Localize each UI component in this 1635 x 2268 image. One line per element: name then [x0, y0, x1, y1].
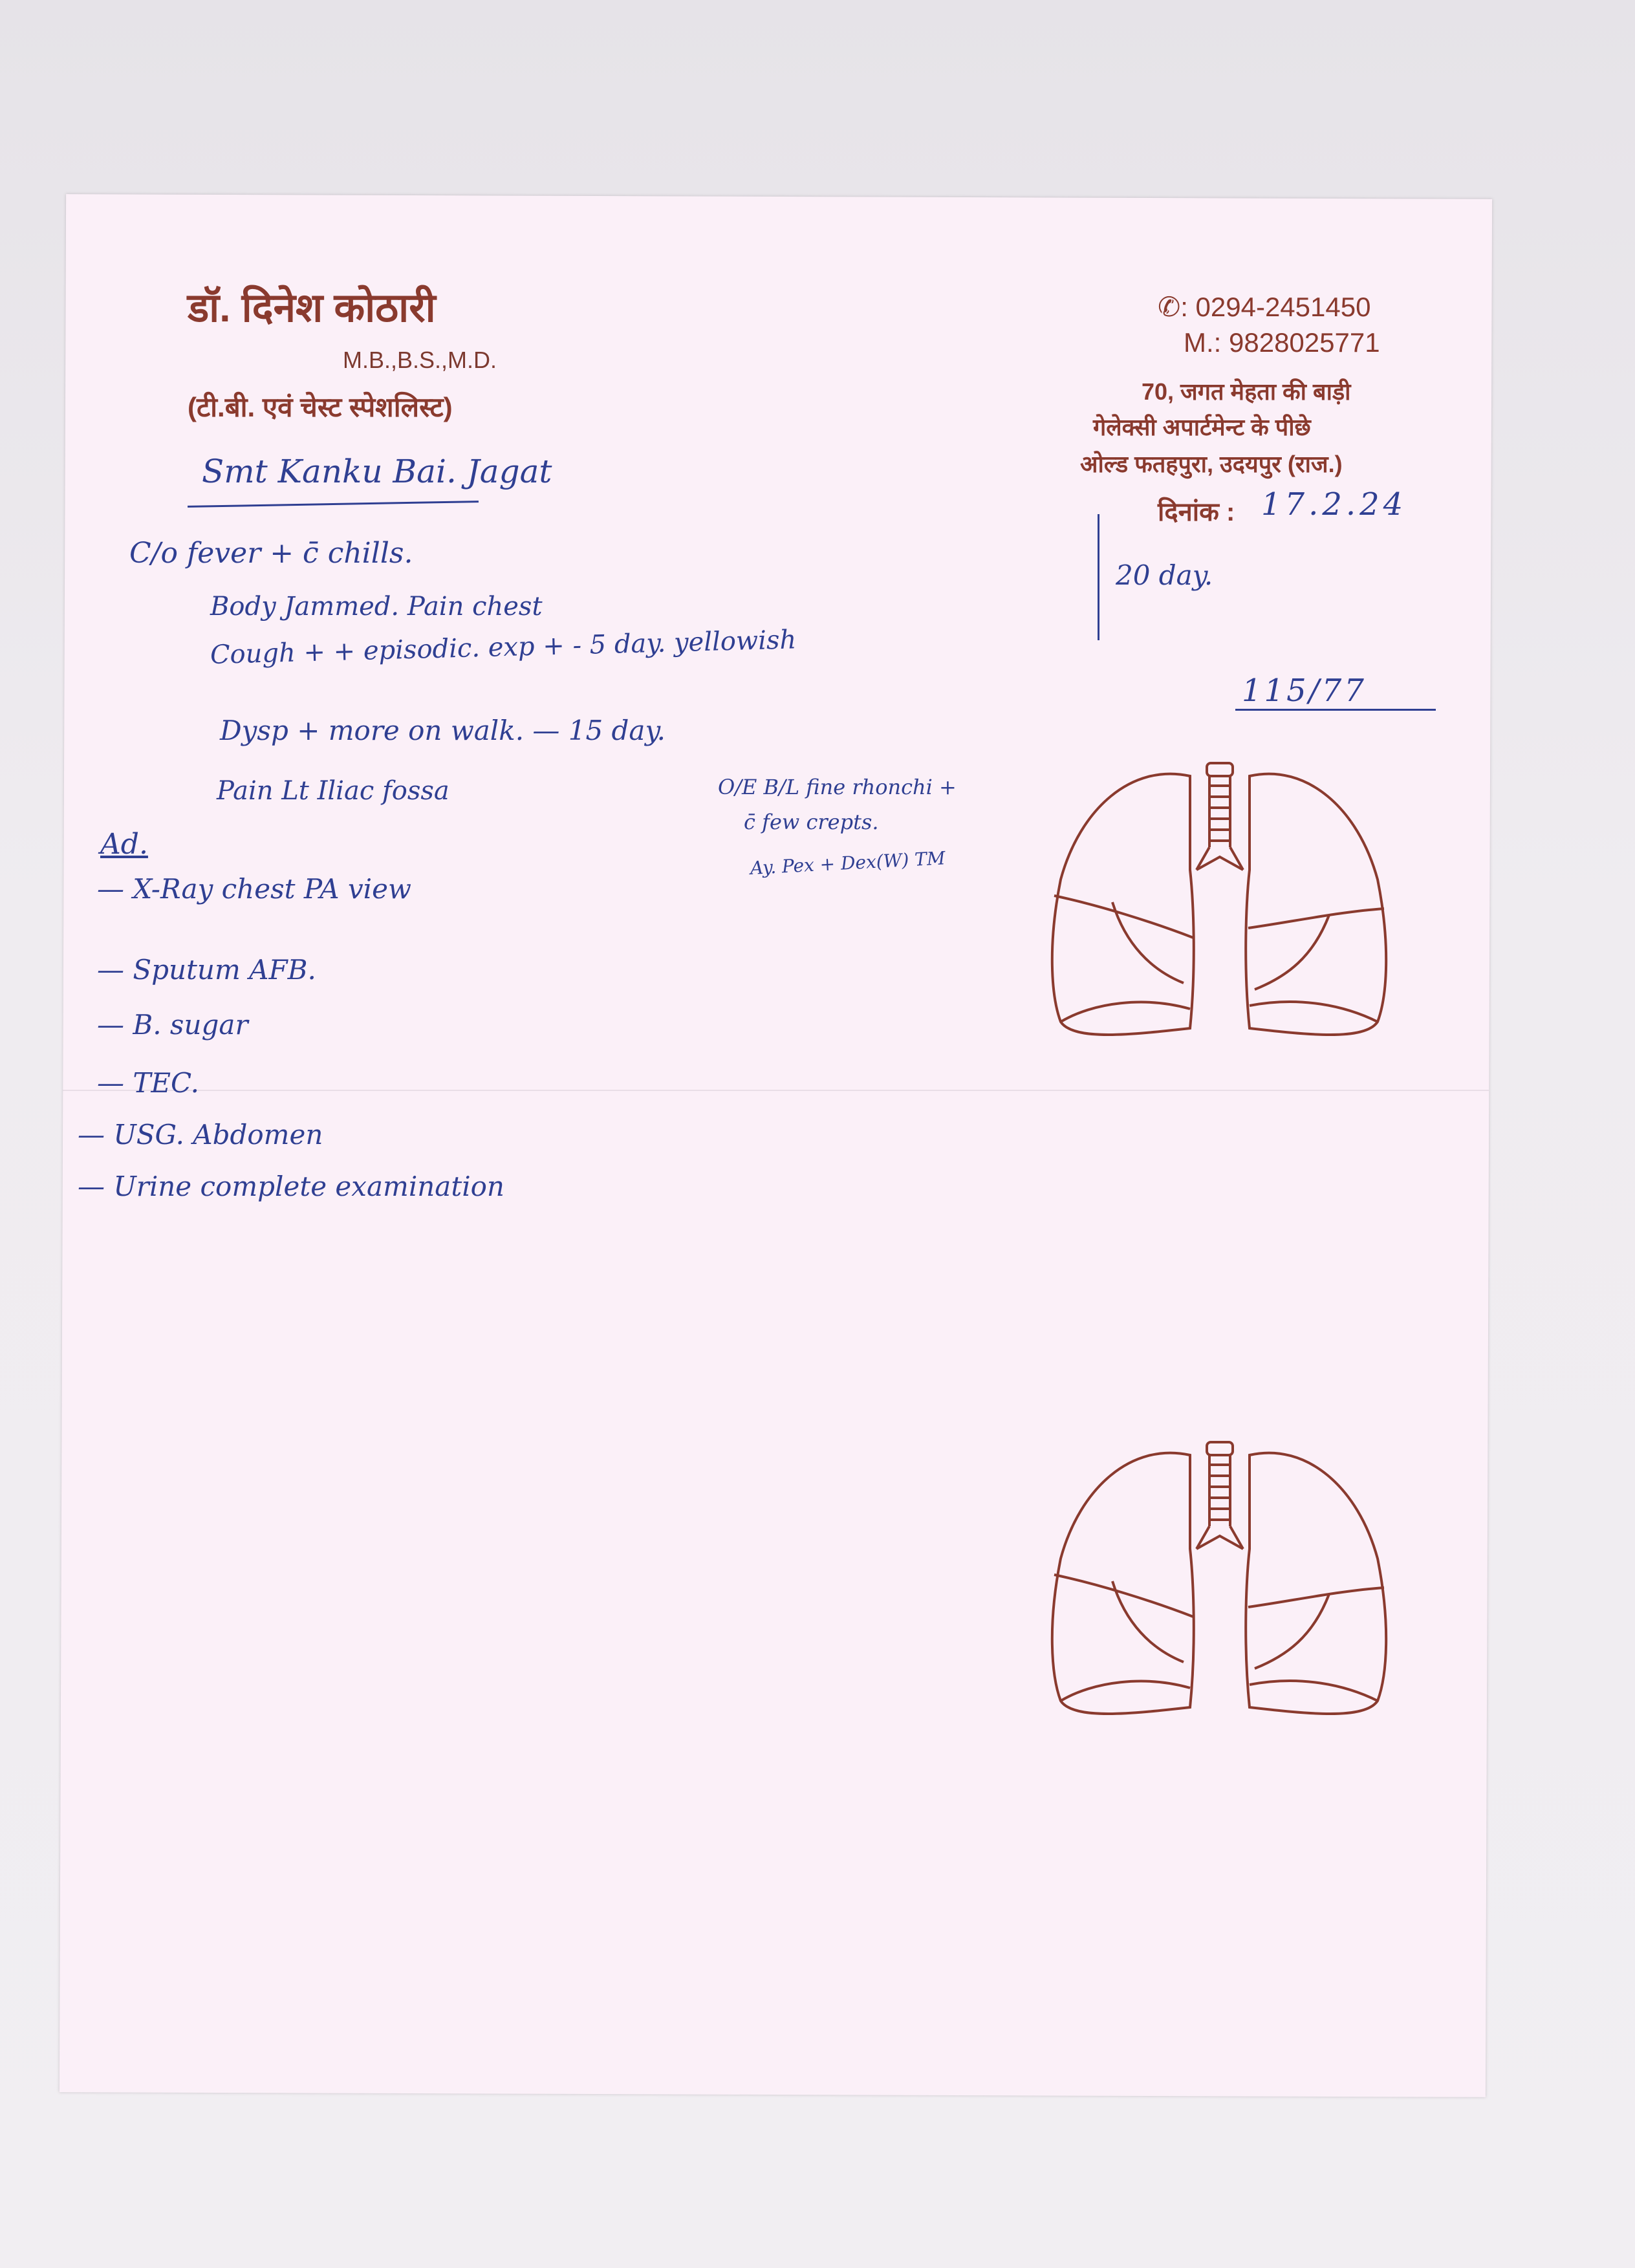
registration-underline [1235, 709, 1436, 711]
advice-item: — B. sugar [97, 1009, 248, 1041]
margin-bar [1098, 514, 1099, 640]
clinic-mobile: M.: 9828025771 [1184, 327, 1380, 358]
advice-item: — Urine complete examination [78, 1171, 504, 1202]
duration-note: 20 day. [1116, 559, 1213, 591]
examination-finding: c̄ few crepts. [744, 810, 879, 834]
address-line-3: ओल्ड फतहपुरा, उदयपुर (राज.) [1080, 451, 1343, 477]
complaint-item: Cough + + episodic. exp + - 5 day. yellowish [210, 625, 797, 670]
doctor-specialty: (टी.बी. एवं चेस्ट स्पेशलिस्ट) [188, 392, 453, 422]
prescription-date: 17.2.24 [1261, 486, 1407, 523]
paper-fold-line [63, 1090, 1489, 1091]
address-line-2: गेलेक्सी अपार्टमेन्ट के पीछे [1093, 414, 1311, 440]
lungs-diagram [1035, 1429, 1410, 1727]
complaint-item: C/o fever + c̄ chills. [129, 537, 413, 570]
advice-item: — TEC. [97, 1067, 200, 1099]
patient-name: Smt Kanku Bai. Jagat [202, 453, 552, 490]
address-line-1: 70, जगत मेहता की बाड़ी [1142, 378, 1351, 405]
advice-heading: Ad. [100, 828, 148, 861]
registration-number: 115/77 [1242, 673, 1367, 709]
doctor-degree: M.B.,B.S.,M.D. [343, 347, 497, 373]
examination-finding: Ay. Pex + Dex(W) TM [750, 847, 946, 879]
complaint-item: Dysp + more on walk. — 15 day. [220, 715, 666, 746]
advice-item: — Sputum AFB. [97, 954, 316, 986]
complaint-item: Pain Lt Iliac fossa [217, 776, 449, 806]
advice-item: — USG. Abdomen [78, 1119, 323, 1150]
doctor-name: डॉ. दिनेश कोठारी [188, 286, 436, 330]
complaint-item: Body Jammed. Pain chest [210, 592, 543, 621]
advice-item: — X-Ray chest PA view [97, 873, 411, 905]
examination-finding: O/E B/L fine rhonchi + [718, 775, 957, 799]
clinic-phone: ✆: 0294-2451450 [1158, 292, 1371, 322]
date-label: दिनांक : [1158, 498, 1235, 526]
lungs-diagram [1035, 750, 1410, 1048]
